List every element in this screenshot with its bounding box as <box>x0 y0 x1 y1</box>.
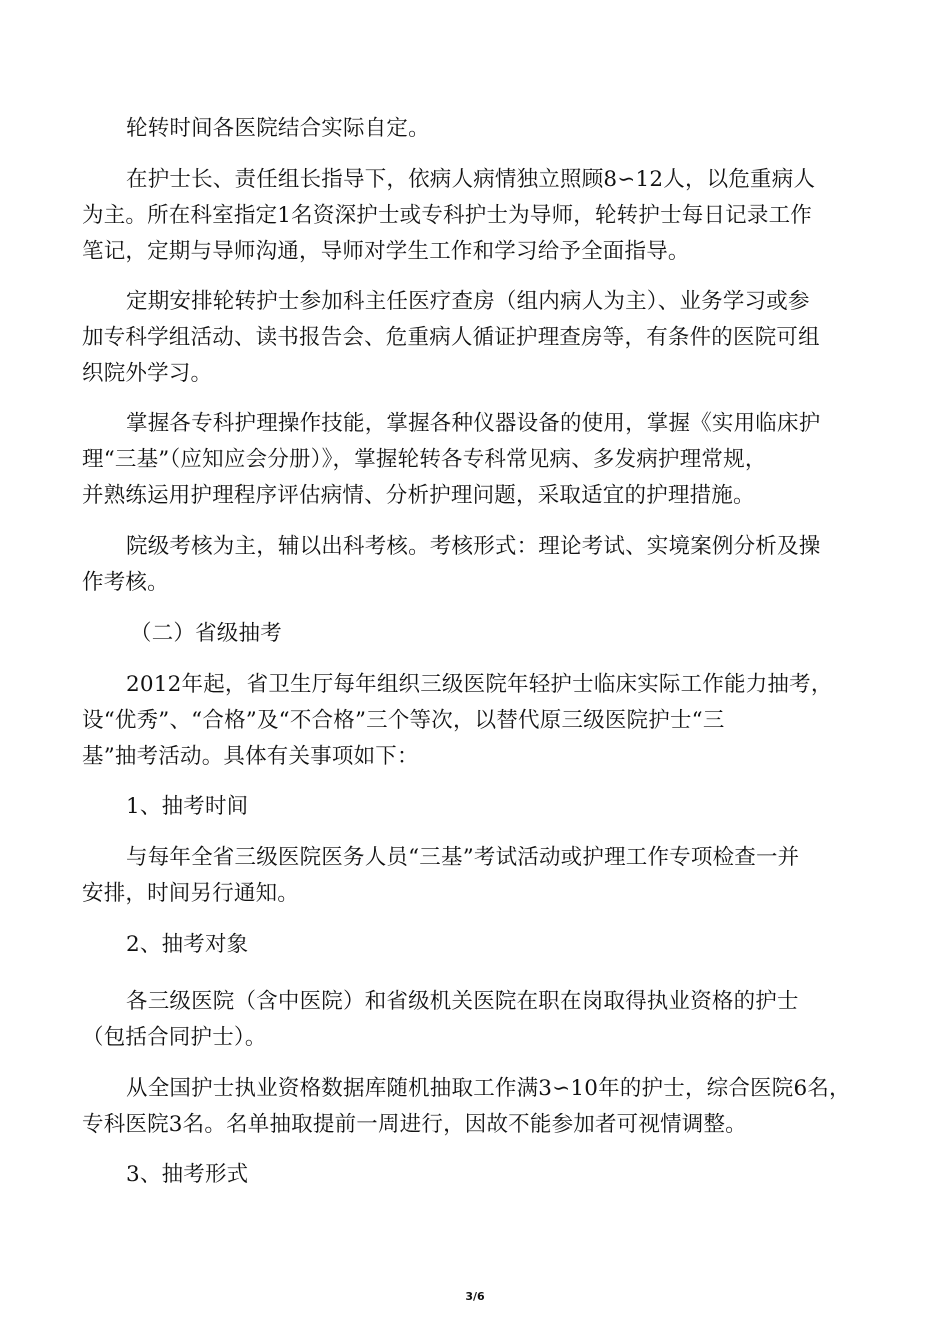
subheading-exam-format <box>82 1157 862 1193</box>
text-line: 与每年全省三级医院医务人员“三基”考试活动或护理工作专项检查一并 <box>126 845 800 870</box>
text-line: 笔记，定期与导师沟通，导师对学生工作和学习给予全面指导。 <box>82 239 690 264</box>
text-line: 各三级医院（含中医院）和省级机关医院在职在岗取得执业资格的护士 <box>126 989 799 1014</box>
text-line: 安排，时间另行通知。 <box>82 881 300 906</box>
subheading-exam-time <box>82 789 862 825</box>
paragraph-care-guidance <box>82 162 862 270</box>
text-line: 设“优秀”、“合格”及“不合格”三个等次，以替代原三级医院护士“三 <box>82 708 725 733</box>
paragraph-assessment <box>82 529 862 601</box>
paragraph-rotation-time <box>82 111 862 147</box>
text-line: 3、抽考形式 <box>126 1162 249 1187</box>
text-line: 作考核。 <box>82 570 169 595</box>
paragraph-exam-time <box>82 840 862 912</box>
text-line: 定期安排轮转护士参加科主任医疗查房（组内病人为主）、业务学习或参 <box>126 289 810 314</box>
text-line: 并熟练运用护理程序评估病情、分析护理问题，采取适宜的护理措施。 <box>82 483 755 508</box>
paragraph-exam-intro <box>82 667 862 775</box>
paragraph-exam-target <box>82 984 862 1056</box>
text-line: 从全国护士执业资格数据库随机抽取工作满3∽10年的护士，综合医院6名， <box>126 1076 851 1101</box>
page-number: 3/6 <box>465 1290 485 1303</box>
text-line: 院级考核为主，辅以出科考核。考核形式：理论考试、实境案例分析及操 <box>126 534 821 559</box>
text-line: 掌握各专科护理操作技能，掌握各种仪器设备的使用，掌握《实用临床护 <box>126 411 821 436</box>
text-line: 加专科学组活动、读书报告会、危重病人循证护理查房等，有条件的医院可组 <box>82 325 820 350</box>
text-line: （包括合同护士）。 <box>82 1025 267 1050</box>
paragraph-ward-rounds <box>82 284 862 392</box>
text-line: 为主。所在科室指定1名资深护士或专科护士为导师，轮转护士每日记录工作 <box>82 203 812 228</box>
text-line: （二）省级抽考 <box>130 621 282 646</box>
section-heading-provincial-exam <box>82 616 862 652</box>
text-line: 织院外学习。 <box>82 361 213 386</box>
text-line: 1、抽考时间 <box>126 794 249 819</box>
text-line: 在护士长、责任组长指导下，依病人病情独立照顾8∽12人，以危重病人 <box>126 167 816 192</box>
text-line: 理“三基”（应知应会分册）》，掌握轮转各专科常见病、多发病护理常规， <box>82 447 767 472</box>
text-line: 专科医院3名。名单抽取提前一周进行，因故不能参加者可视情调整。 <box>82 1112 747 1137</box>
text-line: 2012年起，省卫生厅每年组织三级医院年轻护士临床实际工作能力抽考， <box>126 672 833 697</box>
text-line: 2、抽考对象 <box>126 932 249 957</box>
text-line: 基”抽考活动。具体有关事项如下： <box>82 744 419 769</box>
paragraph-skills <box>82 406 862 514</box>
text-line: 轮转时间各医院结合实际自定。 <box>126 116 430 141</box>
subheading-exam-target <box>82 927 862 963</box>
paragraph-random-selection <box>82 1071 862 1143</box>
